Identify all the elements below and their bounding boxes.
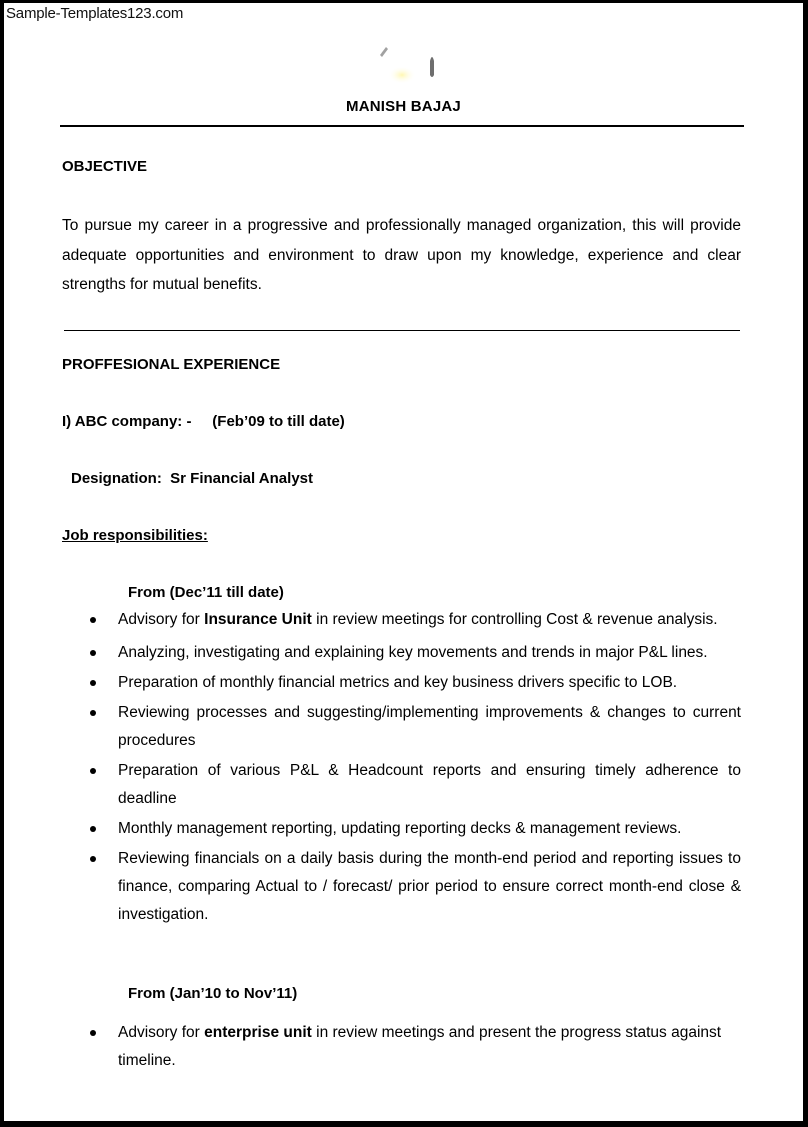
lightbulb-logo-icon	[366, 39, 446, 89]
list-item: Advisory for enterprise unit in review meetings and present the progress status against timeline.	[84, 1019, 741, 1075]
bullet-icon	[90, 1030, 96, 1036]
bullet-icon	[90, 856, 96, 862]
list-item: Reviewing financials on a daily basis during the month-end period and reporting issues to finance, comparing Actual to / forecast/ prior period to ensure correct month-end close & investigation.	[84, 845, 741, 929]
company-line: I) ABC company: - (Feb’09 to till date)	[62, 413, 345, 430]
job-responsibilities-label: Job responsibilities:	[62, 527, 208, 544]
period-label: From (Dec’11 till date)	[128, 584, 284, 601]
header-divider	[60, 125, 744, 127]
responsibility-list	[84, 1019, 741, 1075]
objective-text: To pursue my career in a progressive and professionally managed organization, this will provide adequate opportunities and environment to draw upon my knowledge, experience and clear strengths for mutual benefits.	[62, 217, 741, 293]
section-divider	[64, 330, 740, 331]
bullet-icon	[90, 826, 96, 832]
resume-page	[4, 3, 803, 1121]
list-item: Analyzing, investigating and explaining key movements and trends in major P&L lines.	[84, 639, 741, 667]
bullet-icon	[90, 617, 96, 623]
bullet-icon	[90, 710, 96, 716]
list-item: Advisory for Insurance Unit in review meetings for controlling Cost & revenue analysis.	[84, 608, 741, 632]
bullet-icon	[90, 680, 96, 686]
watermark: Sample-Templates123.com	[6, 5, 184, 22]
objective-heading: OBJECTIVE	[62, 158, 148, 175]
designation: Designation: Sr Financial Analyst	[71, 470, 313, 487]
responsibility-list	[84, 608, 741, 929]
period-label: From (Jan’10 to Nov’11)	[128, 985, 298, 1002]
list-item: Preparation of various P&L & Headcount reports and ensuring timely adherence to deadline	[84, 757, 741, 813]
list-item: Monthly management reporting, updating reporting decks & management reviews.	[84, 815, 741, 843]
bullet-icon	[90, 768, 96, 774]
bullet-icon	[90, 650, 96, 656]
candidate-name: MANISH BAJAJ	[346, 98, 461, 115]
list-item: Preparation of monthly financial metrics and key business drivers specific to LOB.	[84, 669, 741, 697]
experience-heading: PROFFESIONAL EXPERIENCE	[62, 356, 281, 373]
list-item: Reviewing processes and suggesting/implementing improvements & changes to current procedures	[84, 699, 741, 755]
